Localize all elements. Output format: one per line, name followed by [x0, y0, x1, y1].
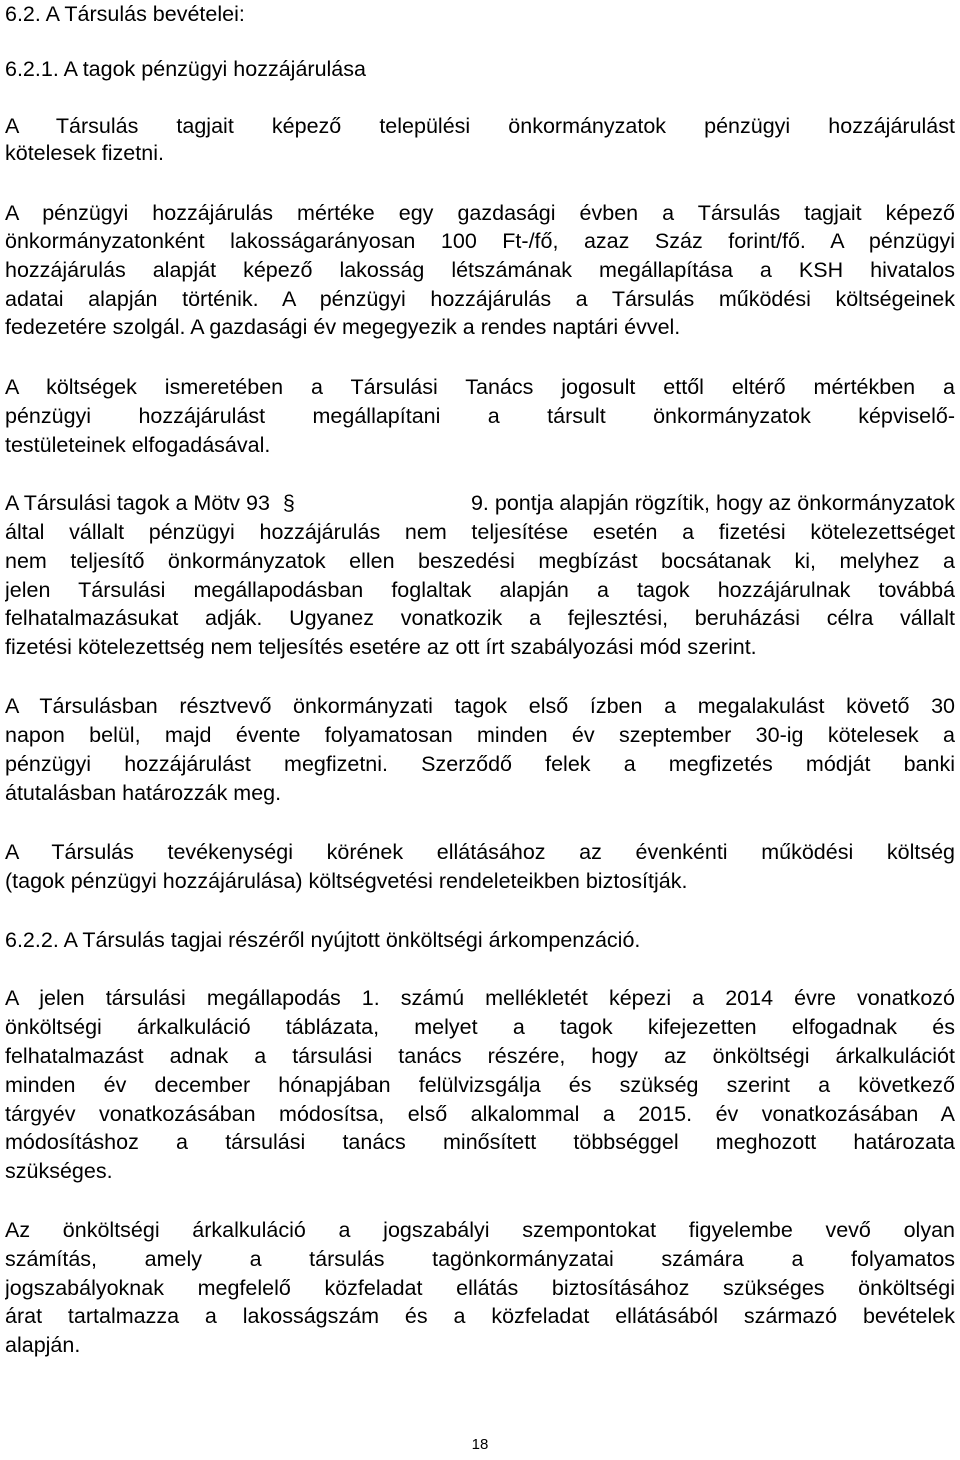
paragraph-5-line-4: átutalásban határozzák meg. — [5, 781, 282, 805]
paragraph-4-line-4: jelen Társulási megállapodásban foglaltak alapján a tagok hozzájárulnak továbbá — [5, 578, 955, 602]
paragraph-7-line-1: A jelen társulási megállapodás 1. számú mellékletét képezi a 2014 évre vonatkozó — [5, 986, 955, 1010]
paragraph-5-line-2: napon belül, majd évente folyamatosan minden év szeptember 30-ig kötelesek a — [5, 723, 955, 747]
paragraph-6-line-1: A Társulás tevékenységi körének ellátásához az évenkénti működési költség — [5, 840, 955, 864]
section-6-2-heading: 6.2. A Társulás bevételei: — [5, 2, 245, 26]
paragraph-4-line-1-before: A Társulási tagok a Mötv 93 § — [5, 489, 302, 517]
paragraph-3-line-1: A költségek ismeretében a Társulási Tanács jogosult ettől eltérő mértékben a — [5, 375, 955, 399]
paragraph-5-line-1: A Társulásban résztvevő önkormányzati tagok első ízben a megalakulást követő 30 — [5, 694, 955, 718]
paragraph-2-line-1: A pénzügyi hozzájárulás mértéke egy gazdasági évben a Társulás tagjait képező — [5, 201, 955, 225]
paragraph-7-line-6: módosításhoz a társulási tanács minősített többséggel meghozott határozata — [5, 1130, 955, 1154]
page-number: 18 — [471, 1436, 489, 1453]
paragraph-7-line-2: önköltségi árkalkuláció táblázata, melyet a tagok kifejezetten elfogadnak és — [5, 1015, 955, 1039]
paragraph-8-line-5: alapján. — [5, 1333, 81, 1357]
section-6-2-1-heading: 6.2.1. A tagok pénzügyi hozzájárulása — [5, 57, 366, 81]
paragraph-8-line-4: árat tartalmazza a lakosságszám és a közfeladat ellátásából származó bevételek — [5, 1304, 955, 1328]
paragraph-2-line-4: adatai alapján történik. A pénzügyi hozzájárulás a Társulás működési költségeinek — [5, 287, 955, 311]
paragraph-4-line-1 — [5, 489, 955, 517]
paragraph-4-line-5: felhatalmazásukat adják. Ugyanez vonatkozik a fejlesztési, beruházási célra vállalt — [5, 606, 955, 630]
section-6-2-2-heading: 6.2.2. A Társulás tagjai részéről nyújtott önköltségi árkompenzáció. — [5, 928, 641, 952]
paragraph-2-line-2: önkormányzatonként lakosságarányosan 100 Ft-/fő, azaz Száz forint/fő. A pénzügyi — [5, 229, 955, 253]
paragraph-7-line-7: szükséges. — [5, 1159, 113, 1183]
paragraph-3-line-2: pénzügyi hozzájárulást megállapítani a társult önkormányzatok képviselő- — [5, 404, 955, 428]
paragraph-8-line-3: jogszabályoknak megfelelő közfeladat ellátás biztosításához szükséges önköltségi — [5, 1276, 955, 1300]
paragraph-8-line-2: számítás, amely a társulás tagönkormányzatai számára a folyamatos — [5, 1247, 955, 1271]
paragraph-2-line-3: hozzájárulás alapját képező lakosság létszámának megállapítása a KSH hivatalos — [5, 258, 955, 282]
paragraph-1-line-2: kötelesek fizetni. — [5, 141, 164, 165]
section-sign: § — [282, 491, 295, 515]
paragraph-4-line-3: nem teljesítő önkormányzatok ellen beszedési megbízást bocsátanak ki, melyhez a — [5, 549, 955, 573]
paragraph-2-line-5: fedezetére szolgál. A gazdasági év megegyezik a rendes naptári évvel. — [5, 315, 681, 339]
paragraph-8-line-1: Az önköltségi árkalkuláció a jogszabályi szempontokat figyelembe vevő olyan — [5, 1218, 955, 1242]
paragraph-4-line-2: által vállalt pénzügyi hozzájárulás nem teljesítése esetén a fizetési kötelezettséget — [5, 520, 955, 544]
paragraph-4-line-6: fizetési kötelezettség nem teljesítés esetére az ott írt szabályozási mód szerint. — [5, 635, 757, 659]
paragraph-6-line-2: (tagok pénzügyi hozzájárulása) költségvetési rendeleteikben biztosítják. — [5, 869, 688, 893]
paragraph-7-line-3: felhatalmazást adnak a társulási tanács részére, hogy az önköltségi árkalkulációt — [5, 1044, 955, 1068]
paragraph-3-line-3: testületeinek elfogadásával. — [5, 433, 271, 457]
paragraph-5-line-3: pénzügyi hozzájárulást megfizetni. Szerződő felek a megfizetés módját banki — [5, 752, 955, 776]
paragraph-7-line-5: tárgyév vonatkozásában módosítsa, első alkalommal a 2015. év vonatkozásában A — [5, 1102, 955, 1126]
paragraph-4-line-1-after: 9. pontja alapján rögzítik, hogy az önkormányzatok — [470, 491, 955, 515]
paragraph-1-line-1: A Társulás tagjait képező települési önkormányzatok pénzügyi hozzájárulást — [5, 114, 955, 138]
paragraph-7-line-4: minden év december hónapjában felülvizsgálja és szükség szerint a következő — [5, 1073, 955, 1097]
